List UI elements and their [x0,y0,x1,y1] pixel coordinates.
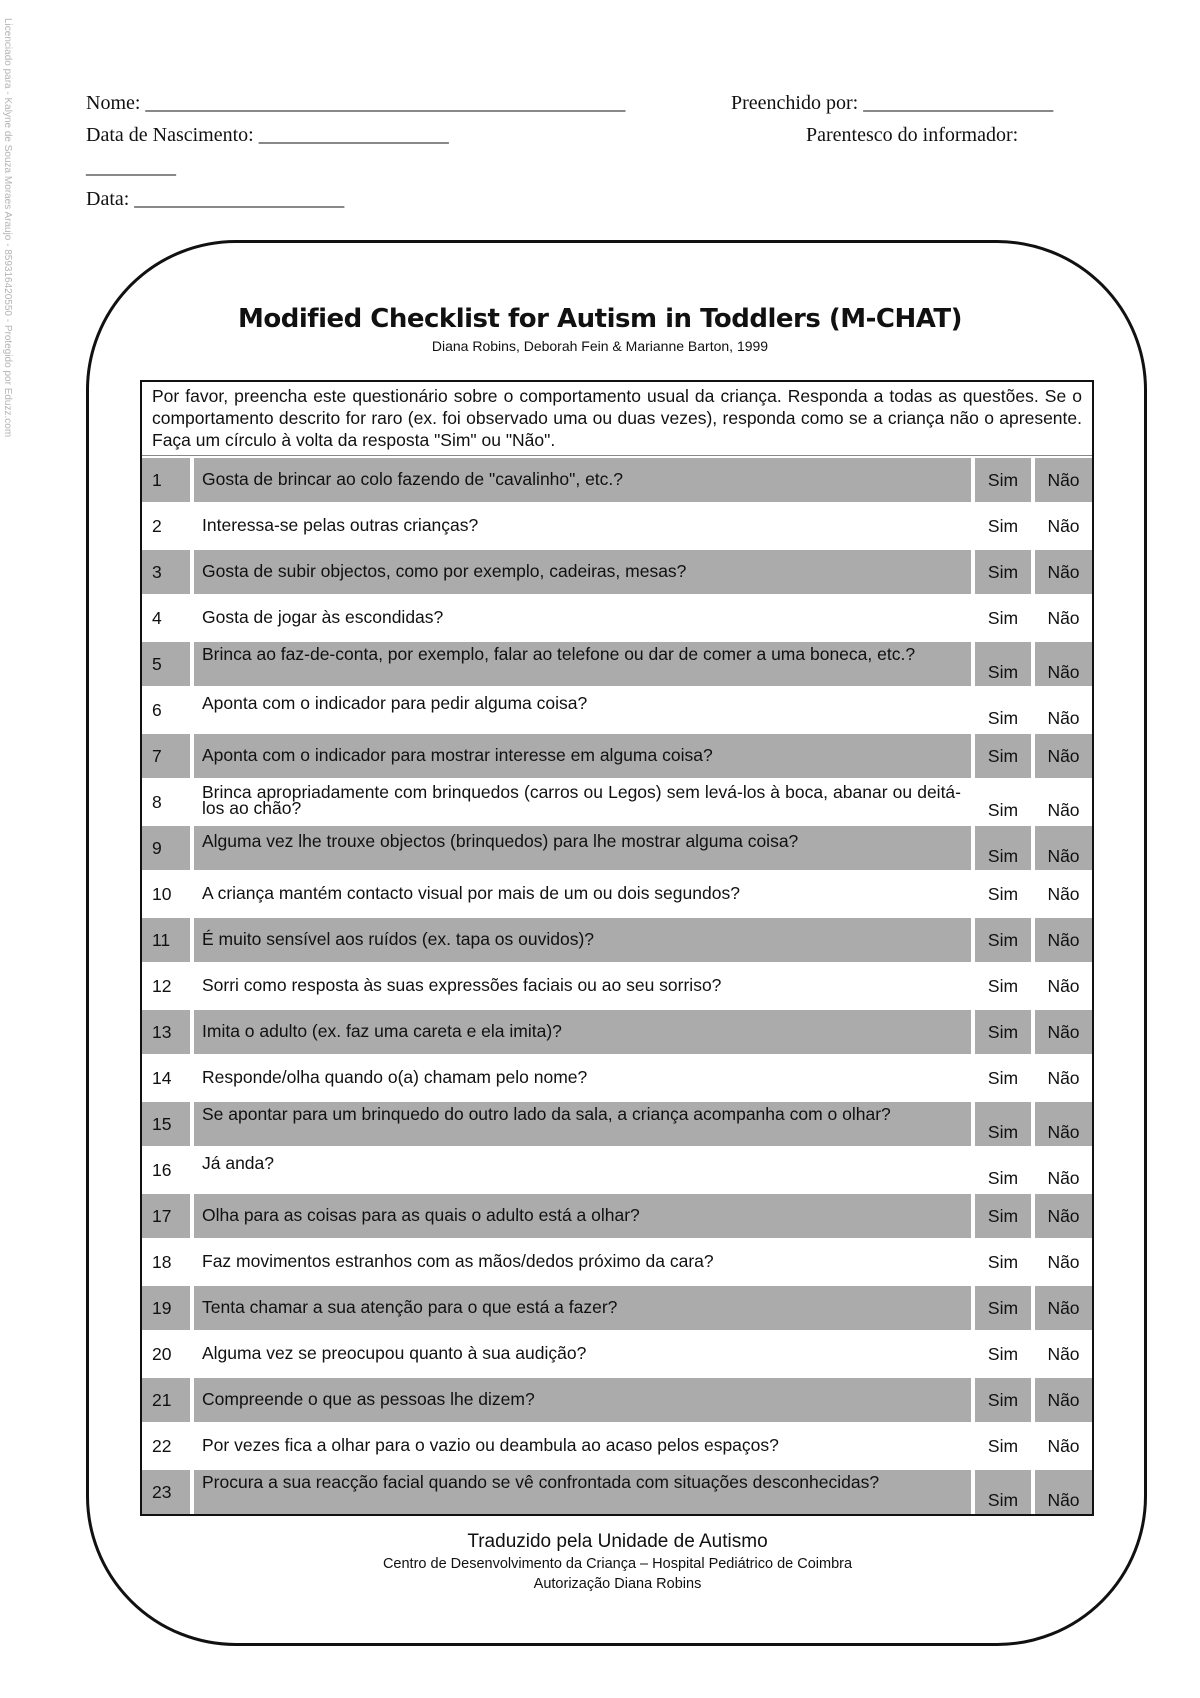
question-number: 2 [142,504,194,548]
question-text: Olha para as coisas para as quais o adulto está a olhar? [194,1194,975,1238]
question-row [142,870,1092,916]
no-option[interactable]: Não [1035,550,1092,594]
question-text: Por vezes fica a olhar para o vazio ou deambula ao acaso pelos espaços? [194,1424,975,1468]
yes-option[interactable]: Sim [975,688,1035,732]
question-text: Já anda? [194,1148,975,1192]
question-row [142,778,1092,824]
relationship-field-line[interactable]: _________ [86,156,176,178]
yes-option[interactable]: Sim [975,1286,1035,1330]
question-number: 13 [142,1010,194,1054]
no-option[interactable]: Não [1035,826,1092,870]
question-row [142,456,1092,502]
question-number: 7 [142,734,194,778]
question-text: Interessa-se pelas outras crianças? [194,504,975,548]
question-row [142,548,1092,594]
relationship-field-label[interactable]: Parentesco do informador: [806,124,1019,146]
no-option[interactable]: Não [1035,1424,1092,1468]
no-option[interactable]: Não [1035,504,1092,548]
question-text: Sorri como resposta às suas expressões faciais ou ao seu sorriso? [194,964,975,1008]
no-option[interactable]: Não [1035,964,1092,1008]
no-option[interactable]: Não [1035,1148,1092,1192]
no-option[interactable]: Não [1035,1286,1092,1330]
question-text: A criança mantém contacto visual por mais de um ou dois segundos? [194,872,975,916]
question-row [142,1146,1092,1192]
yes-option[interactable]: Sim [975,1056,1035,1100]
question-number: 18 [142,1240,194,1284]
question-row [142,594,1092,640]
yes-option[interactable]: Sim [975,964,1035,1008]
no-option[interactable]: Não [1035,1010,1092,1054]
no-option[interactable]: Não [1035,872,1092,916]
no-option[interactable]: Não [1035,1102,1092,1146]
question-row [142,962,1092,1008]
header-line-1 [86,92,1116,124]
no-option[interactable]: Não [1035,458,1092,502]
yes-option[interactable]: Sim [975,826,1035,870]
no-option[interactable]: Não [1035,1378,1092,1422]
yes-option[interactable]: Sim [975,872,1035,916]
question-number: 15 [142,1102,194,1146]
yes-option[interactable]: Sim [975,1332,1035,1376]
question-row [142,1238,1092,1284]
yes-option[interactable]: Sim [975,734,1035,778]
question-row [142,1054,1092,1100]
question-text: Brinca apropriadamente com brinquedos (carros ou Legos) sem levá-los à boca, abanar ou deitá-los ao chão? [194,780,975,824]
question-text: Aponta com o indicador para mostrar interesse em alguma coisa? [194,734,975,778]
no-option[interactable]: Não [1035,734,1092,778]
yes-option[interactable]: Sim [975,1194,1035,1238]
question-text: Brinca ao faz-de-conta, por exemplo, falar ao telefone ou dar de comer a uma boneca, etc.? [194,642,975,686]
yes-option[interactable]: Sim [975,780,1035,824]
no-option[interactable]: Não [1035,1194,1092,1238]
question-text: Gosta de jogar às escondidas? [194,596,975,640]
question-number: 17 [142,1194,194,1238]
question-number: 21 [142,1378,194,1422]
question-list [142,456,1092,1514]
checklist-table [140,380,1094,1516]
question-number: 8 [142,780,194,824]
question-text: Aponta com o indicador para pedir alguma coisa? [194,688,975,732]
footer-translated-by: Traduzido pela Unidade de Autismo [467,1531,768,1552]
question-number: 4 [142,596,194,640]
no-option[interactable]: Não [1035,1240,1092,1284]
question-text: Alguma vez lhe trouxe objectos (brinquedos) para lhe mostrar alguma coisa? [194,826,975,870]
question-number: 19 [142,1286,194,1330]
question-row [142,686,1092,732]
question-number: 11 [142,918,194,962]
question-row [142,640,1092,686]
question-text: Gosta de subir objectos, como por exemplo, cadeiras, mesas? [194,550,975,594]
yes-option[interactable]: Sim [975,1424,1035,1468]
question-row [142,824,1092,870]
no-option[interactable]: Não [1035,780,1092,824]
question-text: Alguma vez se preocupou quanto à sua audição? [194,1332,975,1376]
yes-option[interactable]: Sim [975,550,1035,594]
question-number: 6 [142,688,194,732]
yes-option[interactable]: Sim [975,458,1035,502]
question-text: Procura a sua reacção facial quando se vê confrontada com situações desconhecidas? [194,1470,975,1514]
form-header [86,92,1116,220]
question-row [142,1468,1092,1514]
question-row [142,1330,1092,1376]
license-watermark: Licenciado para - Kalyne de Souza Moraes Araujo - 859316420550 - Protegido por Eduzz.com [2,18,13,438]
header-line-2 [86,124,1116,156]
form-title: Modified Checklist for Autism in Toddlers (M-CHAT) [238,304,962,334]
question-row [142,1284,1092,1330]
no-option[interactable]: Não [1035,596,1092,640]
no-option[interactable]: Não [1035,642,1092,686]
form-authors: Diana Robins, Deborah Fein & Marianne Barton, 1999 [431,338,769,354]
no-option[interactable]: Não [1035,1332,1092,1376]
yes-option[interactable]: Sim [975,1378,1035,1422]
question-text: Compreende o que as pessoas lhe dizem? [194,1378,975,1422]
header-line-3 [86,156,1116,188]
question-row [142,1422,1092,1468]
question-text: Gosta de brincar ao colo fazendo de "cavalinho", etc.? [194,458,975,502]
question-number: 5 [142,642,194,686]
question-text: É muito sensível aos ruídos (ex. tapa os ouvidos)? [194,918,975,962]
footer-authorization: Autorização Diana Robins [533,1576,702,1592]
question-text: Se apontar para um brinquedo do outro lado da sala, a criança acompanha com o olhar? [194,1102,975,1146]
yes-option[interactable]: Sim [975,1010,1035,1054]
question-number: 16 [142,1148,194,1192]
question-row [142,1008,1092,1054]
question-text: Responde/olha quando o(a) chamam pelo nome? [194,1056,975,1100]
yes-option[interactable]: Sim [975,1102,1035,1146]
question-number: 12 [142,964,194,1008]
question-text: Imita o adulto (ex. faz uma careta e ela imita)? [194,1010,975,1054]
instructions: Por favor, preencha este questionário sobre o comportamento usual da criança. Responda a todas as questões. Se o comportamento descrito for raro (ex. foi observado uma ou duas vezes), responda como se a criança não o apresente. Faça um círculo à volta da resposta "Sim" ou "Não". [142,382,1092,456]
question-row [142,1192,1092,1238]
no-option[interactable]: Não [1035,688,1092,732]
yes-option[interactable]: Sim [975,1148,1035,1192]
question-row [142,502,1092,548]
yes-option[interactable]: Sim [975,596,1035,640]
question-text: Tenta chamar a sua atenção para o que está a fazer? [194,1286,975,1330]
question-row [142,916,1092,962]
question-row [142,1100,1092,1146]
question-row [142,1376,1092,1422]
yes-option[interactable]: Sim [975,1240,1035,1284]
no-option[interactable]: Não [1035,918,1092,962]
yes-option[interactable]: Sim [975,918,1035,962]
question-number: 3 [142,550,194,594]
question-text: Faz movimentos estranhos com as mãos/dedos próximo da cara? [194,1240,975,1284]
no-option[interactable]: Não [1035,1056,1092,1100]
footer-center: Centro de Desenvolvimento da Criança – Hospital Pediátrico de Coimbra [382,1556,853,1572]
question-number: 22 [142,1424,194,1468]
filled-by-field-label[interactable]: Preenchido por: ___________________ [731,92,1054,114]
birth-date-field-label[interactable]: Data de Nascimento: ___________________ [86,124,449,146]
question-number: 23 [142,1470,194,1514]
yes-option[interactable]: Sim [975,642,1035,686]
no-option[interactable]: Não [1035,1470,1092,1514]
question-number: 20 [142,1332,194,1376]
question-number: 10 [142,872,194,916]
header-line-4 [86,188,1116,220]
question-number: 9 [142,826,194,870]
name-field-label[interactable]: Nome: ________________________________________________ [86,92,626,114]
question-row [142,732,1092,778]
question-number: 1 [142,458,194,502]
question-number: 14 [142,1056,194,1100]
yes-option[interactable]: Sim [975,504,1035,548]
date-field-label[interactable]: Data: _____________________ [86,188,345,210]
yes-option[interactable]: Sim [975,1470,1035,1514]
